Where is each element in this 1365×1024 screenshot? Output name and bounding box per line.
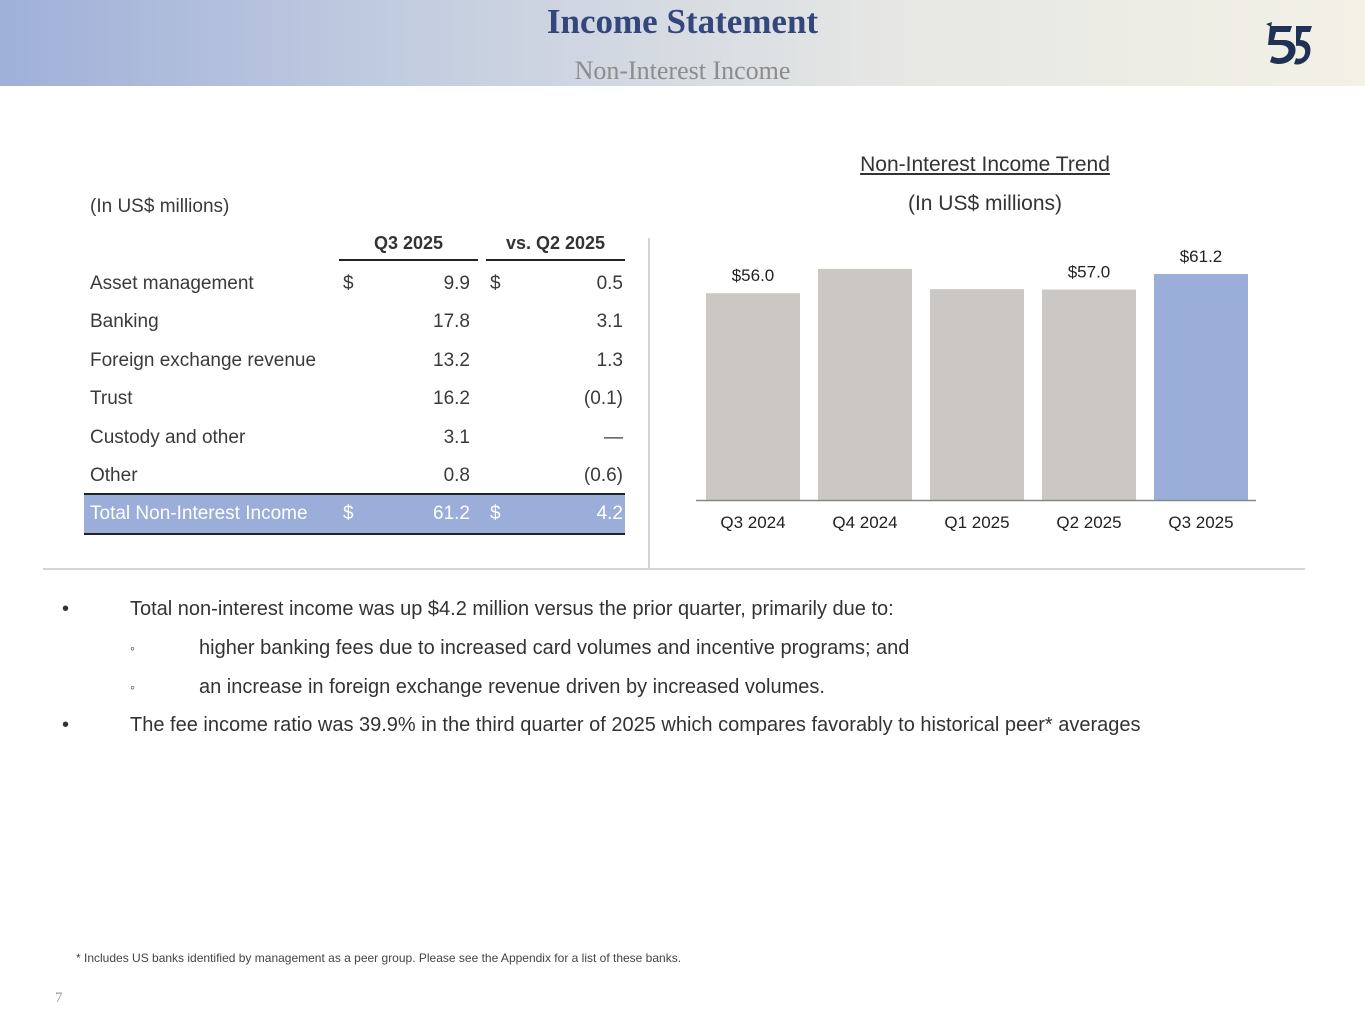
table-row <box>84 265 625 303</box>
table-units-label: (In US$ millions) <box>90 196 230 217</box>
x-tick-label: Q3 2025 <box>1168 513 1234 532</box>
table-row <box>84 457 625 495</box>
x-tick-label: Q4 2024 <box>832 513 898 532</box>
column-header-q3-2025: Q3 2025 <box>339 233 478 261</box>
q3-value: 16.2 <box>433 388 470 409</box>
page-subtitle: Non-Interest Income <box>574 56 791 85</box>
chart-subtitle: (In US$ millions) <box>907 192 1063 215</box>
x-tick-label: Q1 2025 <box>944 513 1010 532</box>
bar-q2-2025 <box>1042 290 1136 500</box>
bar-data-label: $56.0 <box>731 266 775 286</box>
row-label: Trust <box>90 388 133 409</box>
q3-value: 9.9 <box>443 273 470 294</box>
column-header-vs-q2-2025: vs. Q2 2025 <box>486 233 625 261</box>
q3-value: 13.2 <box>433 350 470 371</box>
change-value: 0.5 <box>596 273 623 294</box>
currency-symbol: $ <box>490 273 501 294</box>
table-row <box>84 380 625 418</box>
row-label: Other <box>90 465 138 486</box>
bar-data-label: $57.0 <box>1067 262 1111 282</box>
q3-value: 0.8 <box>443 465 470 486</box>
currency-symbol: $ <box>490 503 501 524</box>
company-logo-icon <box>1262 20 1314 70</box>
change-value: (0.6) <box>583 465 623 486</box>
bullet-marker: ◦ <box>130 640 135 656</box>
bullet-text: The fee income ratio was 39.9% in the third quarter of 2025 which compares favorably to historical peer* averages <box>130 714 1141 736</box>
horizontal-divider <box>43 568 1305 570</box>
currency-symbol: $ <box>343 503 354 524</box>
non-interest-income-bar-chart <box>690 240 1265 540</box>
bar-q3-2025 <box>1154 274 1248 500</box>
bullet-marker: ◦ <box>130 679 135 695</box>
chart-title: Non-Interest Income Trend <box>860 153 1110 176</box>
change-value: 3.1 <box>596 311 623 332</box>
bullet-marker: • <box>62 598 70 620</box>
change-value: 4.2 <box>596 503 623 524</box>
x-tick-label: Q3 2024 <box>720 513 786 532</box>
table-row <box>84 303 625 341</box>
change-value: (0.1) <box>583 388 623 409</box>
row-label: Custody and other <box>90 427 246 448</box>
bar-q3-2024 <box>706 293 800 500</box>
row-label: Asset management <box>90 273 254 294</box>
bullet-text: Total non-interest income was up $4.2 million versus the prior quarter, primarily due to: <box>130 598 894 620</box>
vertical-divider <box>648 238 650 570</box>
table-row <box>84 342 625 380</box>
bullet-text: higher banking fees due to increased card volumes and incentive programs; and <box>199 637 910 659</box>
page-title: Income Statement <box>546 2 819 41</box>
bar-q4-2024 <box>818 269 912 500</box>
page-number: 7 <box>55 990 63 1006</box>
change-value: 1.3 <box>596 350 623 371</box>
row-label: Total Non-Interest Income <box>90 503 308 524</box>
table-total-row <box>84 493 625 535</box>
q3-value: 3.1 <box>443 427 470 448</box>
q3-value: 17.8 <box>433 311 470 332</box>
change-value: — <box>604 427 623 448</box>
bar-data-label: $61.2 <box>1179 247 1223 267</box>
q3-value: 61.2 <box>433 503 470 524</box>
bar-q1-2025 <box>930 289 1024 500</box>
bullet-marker: • <box>62 714 70 736</box>
currency-symbol: $ <box>343 273 354 294</box>
row-label: Banking <box>90 311 159 332</box>
table-row <box>84 419 625 457</box>
row-label: Foreign exchange revenue <box>90 350 317 371</box>
x-tick-label: Q2 2025 <box>1056 513 1122 532</box>
bullet-text: an increase in foreign exchange revenue driven by increased volumes. <box>199 676 825 698</box>
footnote: * Includes US banks identified by management as a peer group. Please see the Appendix for a list of these banks. <box>76 951 682 965</box>
